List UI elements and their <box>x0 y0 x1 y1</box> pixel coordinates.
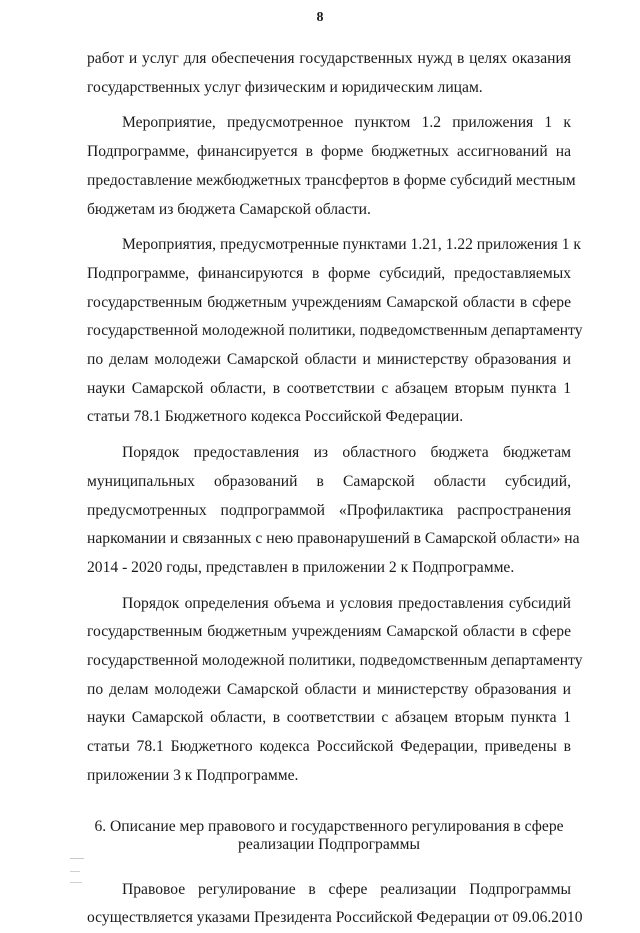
paragraph <box>87 876 583 933</box>
text-line: предоставление межбюджетных трансфертов в форме субсидий местным <box>87 171 576 189</box>
text-line: государственной молодежной политики, подведомственным департаменту <box>87 322 583 340</box>
text-line: муниципальных образований в Самарской области субсидий, <box>87 472 571 490</box>
paragraph <box>87 109 576 224</box>
text-line: государственной молодежной политики, подведомственным департаменту <box>87 652 583 670</box>
paragraph <box>87 439 580 583</box>
text-line: Мероприятия, предусмотренные пунктами 1.21, 1.22 приложения 1 к <box>122 236 582 254</box>
scan-margin-marks <box>70 858 84 883</box>
paragraph <box>87 231 583 432</box>
text-line: Мероприятие, предусмотренное пунктом 1.2 приложения 1 к <box>122 114 571 132</box>
paragraph <box>87 590 583 791</box>
text-line: Порядок определения объема и условия предоставления субсидий <box>122 594 571 612</box>
text-line: статьи 78.1 Бюджетного кодекса Российской Федерации. <box>87 408 464 426</box>
text-line: осуществляется указами Президента Российской Федерации от 09.06.2010 <box>87 909 583 927</box>
text-line: 2014 - 2020 годы, представлен в приложении 2 к Подпрограмме. <box>87 558 515 576</box>
section-heading <box>87 818 571 854</box>
text-line: бюджетам из бюджета Самарской области. <box>87 200 371 218</box>
section-heading-line: 6. Описание мер правового и государственного регулирования в сфере <box>94 817 564 835</box>
text-line: предусмотренных подпрограммой «Профилактика распространения <box>87 501 571 519</box>
text-line: государственных услуг физическим и юридическим лицам. <box>87 78 483 96</box>
page-number: 8 <box>316 10 324 25</box>
text-line: наркомании и связанных с нею правонарушений в Самарской области» на <box>87 530 580 548</box>
text-line: статьи 78.1 Бюджетного кодекса Российской Федерации, приведены в <box>87 738 571 756</box>
text-line: государственным бюджетным учреждениям Самарской области в сфере <box>87 623 571 641</box>
text-line: Порядок предоставления из областного бюджета бюджетам <box>122 444 571 462</box>
text-line: приложении 3 к Подпрограмме. <box>87 766 299 784</box>
text-line: Правовое регулирование в сфере реализации Подпрограммы <box>122 880 571 898</box>
text-line: науки Самарской области, в соответствии с абзацем вторым пункта 1 <box>87 709 571 727</box>
text-line: работ и услуг для обеспечения государственных нужд в целях оказания <box>87 50 571 67</box>
text-line: по делам молодежи Самарской области и министерству образования и <box>87 351 571 369</box>
text-line: государственным бюджетным учреждениям Самарской области в сфере <box>87 293 571 311</box>
document-body <box>87 45 583 933</box>
text-line: Подпрограмме, финансируются в форме субсидий, предоставляемых <box>87 264 571 282</box>
text-line: по делам молодежи Самарской области и министерству образования и <box>87 680 571 698</box>
section-heading-line: реализации Подпрограммы <box>238 835 420 853</box>
paragraph <box>87 45 571 102</box>
text-line: Подпрограмме, финансируется в форме бюджетных ассигнований на <box>87 143 571 161</box>
text-line: науки Самарской области, в соответствии с абзацем вторым пункта 1 <box>87 379 571 397</box>
